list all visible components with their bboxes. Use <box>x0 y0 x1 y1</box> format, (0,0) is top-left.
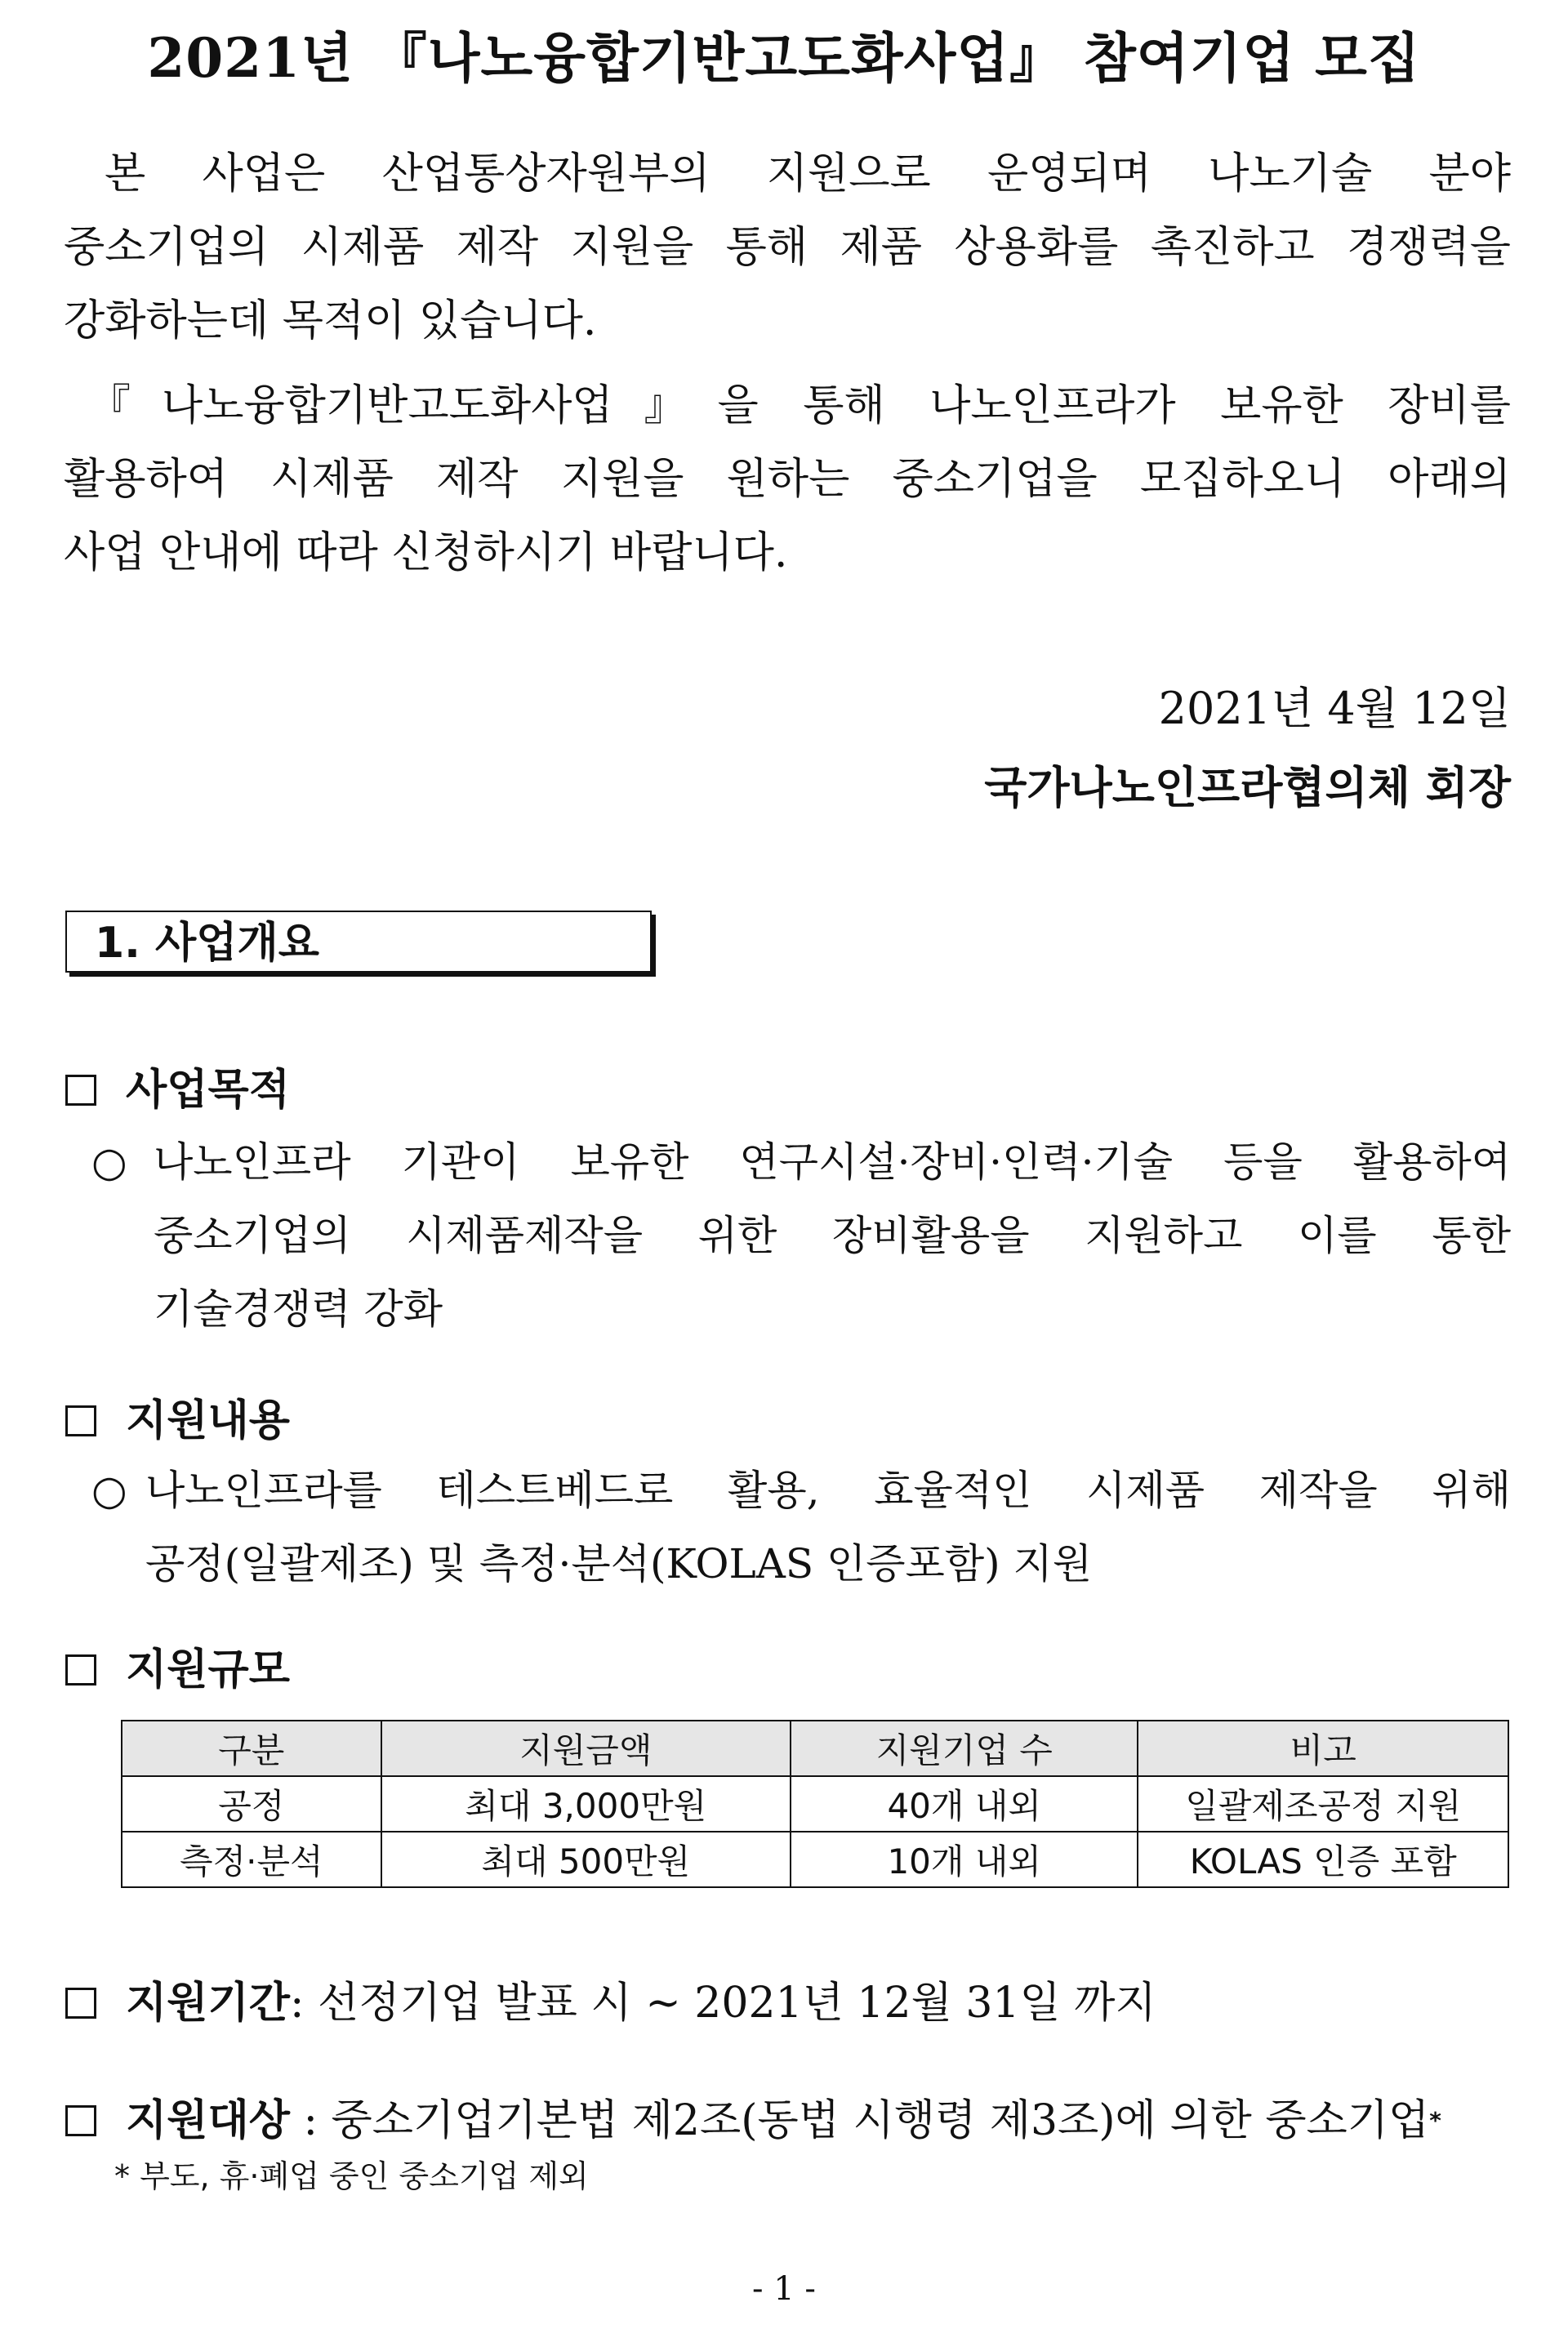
heading-support-period: 지원기간 : 선정기업 발표 시 ~ 2021년 12월 31일 까지 <box>65 1975 1156 2032</box>
checkbox-square-icon <box>65 1654 96 1686</box>
heading-support-target: 지원대상 : 중소기업기본법 제2조(동법 시행령 제3조)에 의한 중소기업 * <box>65 2092 1441 2149</box>
announcement-date: 2021년 4월 12일 <box>1158 683 1511 734</box>
table-row <box>122 1832 1508 1887</box>
table-cell: 일괄제조공정 지원 <box>1138 1776 1508 1832</box>
footnote: * 부도, 휴·폐업 중인 중소기업 제외 <box>114 2158 589 2194</box>
heading-support-scale: 지원규모 <box>65 1641 290 1699</box>
table-cell: 최대 500만원 <box>381 1832 791 1887</box>
purpose-bullet: ○ 나노인프라 기관이 보유한 연구시설·장비·인력·기술 등을 활용하여 중소기업의 시제품제작을 위한 장비활용을 지원하고 이를 통한 기술경쟁력 강화 <box>91 1125 1511 1346</box>
footnote-mark: * <box>1429 2107 1441 2134</box>
intro-paragraph-1: 본 사업은 산업통상자원부의 지원으로 운영되며 나노기술 분야 중소기업의 시제품 제작 지원을 통해 제품 상용화를 촉진하고 경쟁력을 강화하는데 목적이 있습니다. <box>64 149 1511 345</box>
intro-paragraph-2: 『나노융합기반고도화사업』을 통해 나노인프라가 보유한 장비를 활용하여 시제품 제작 지원을 원하는 중소기업을 모집하오니 아래의 사업 안내에 따라 신청하시기 바랍니다. <box>64 381 1511 577</box>
table-header-row <box>122 1721 1508 1776</box>
table-header-cell: 비고 <box>1138 1721 1508 1776</box>
checkbox-square-icon <box>65 2105 96 2136</box>
table-cell: 40개 내외 <box>791 1776 1138 1832</box>
table-cell: 공정 <box>122 1776 381 1832</box>
heading-purpose: 사업목적 <box>65 1062 290 1119</box>
table-header-cell: 구분 <box>122 1721 381 1776</box>
table-cell: KOLAS 인증 포함 <box>1138 1832 1508 1887</box>
content-bullet: ○ 나노인프라를 테스트베드로 활용, 효율적인 시제품 제작을 위해 공정(일괄제조) 및 측정·분석(KOLAS 인증포함) 지원 <box>91 1454 1511 1601</box>
table-row <box>122 1776 1508 1832</box>
signature-block <box>984 670 1511 826</box>
checkbox-square-icon <box>65 1405 96 1436</box>
circle-bullet-icon: ○ <box>91 1138 127 1186</box>
page-number: - 1 - <box>752 2270 816 2308</box>
table-header-cell: 지원기업 수 <box>791 1721 1138 1776</box>
document-title: 2021년 『나노융합기반고도화사업』 참여기업 모집 <box>147 26 1421 90</box>
support-target-text: : 중소기업기본법 제2조(동법 시행령 제3조)에 의한 중소기업 <box>289 2096 1430 2145</box>
checkbox-square-icon <box>65 1988 96 2019</box>
table-header-cell: 지원금액 <box>381 1721 791 1776</box>
heading-support-content: 지원내용 <box>65 1392 290 1450</box>
checkbox-square-icon <box>65 1075 96 1106</box>
support-scale-table <box>121 1720 1509 1888</box>
organization-name: 국가나노인프라협의체 회장 <box>984 761 1511 813</box>
table-cell: 측정·분석 <box>122 1832 381 1887</box>
section-heading-overview: 1. 사업개요 <box>65 911 652 973</box>
table-cell: 10개 내외 <box>791 1832 1138 1887</box>
circle-bullet-icon: ○ <box>91 1467 127 1514</box>
support-period-text: : 선정기업 발표 시 ~ 2021년 12월 31일 까지 <box>289 1979 1156 2028</box>
table-cell: 최대 3,000만원 <box>381 1776 791 1832</box>
